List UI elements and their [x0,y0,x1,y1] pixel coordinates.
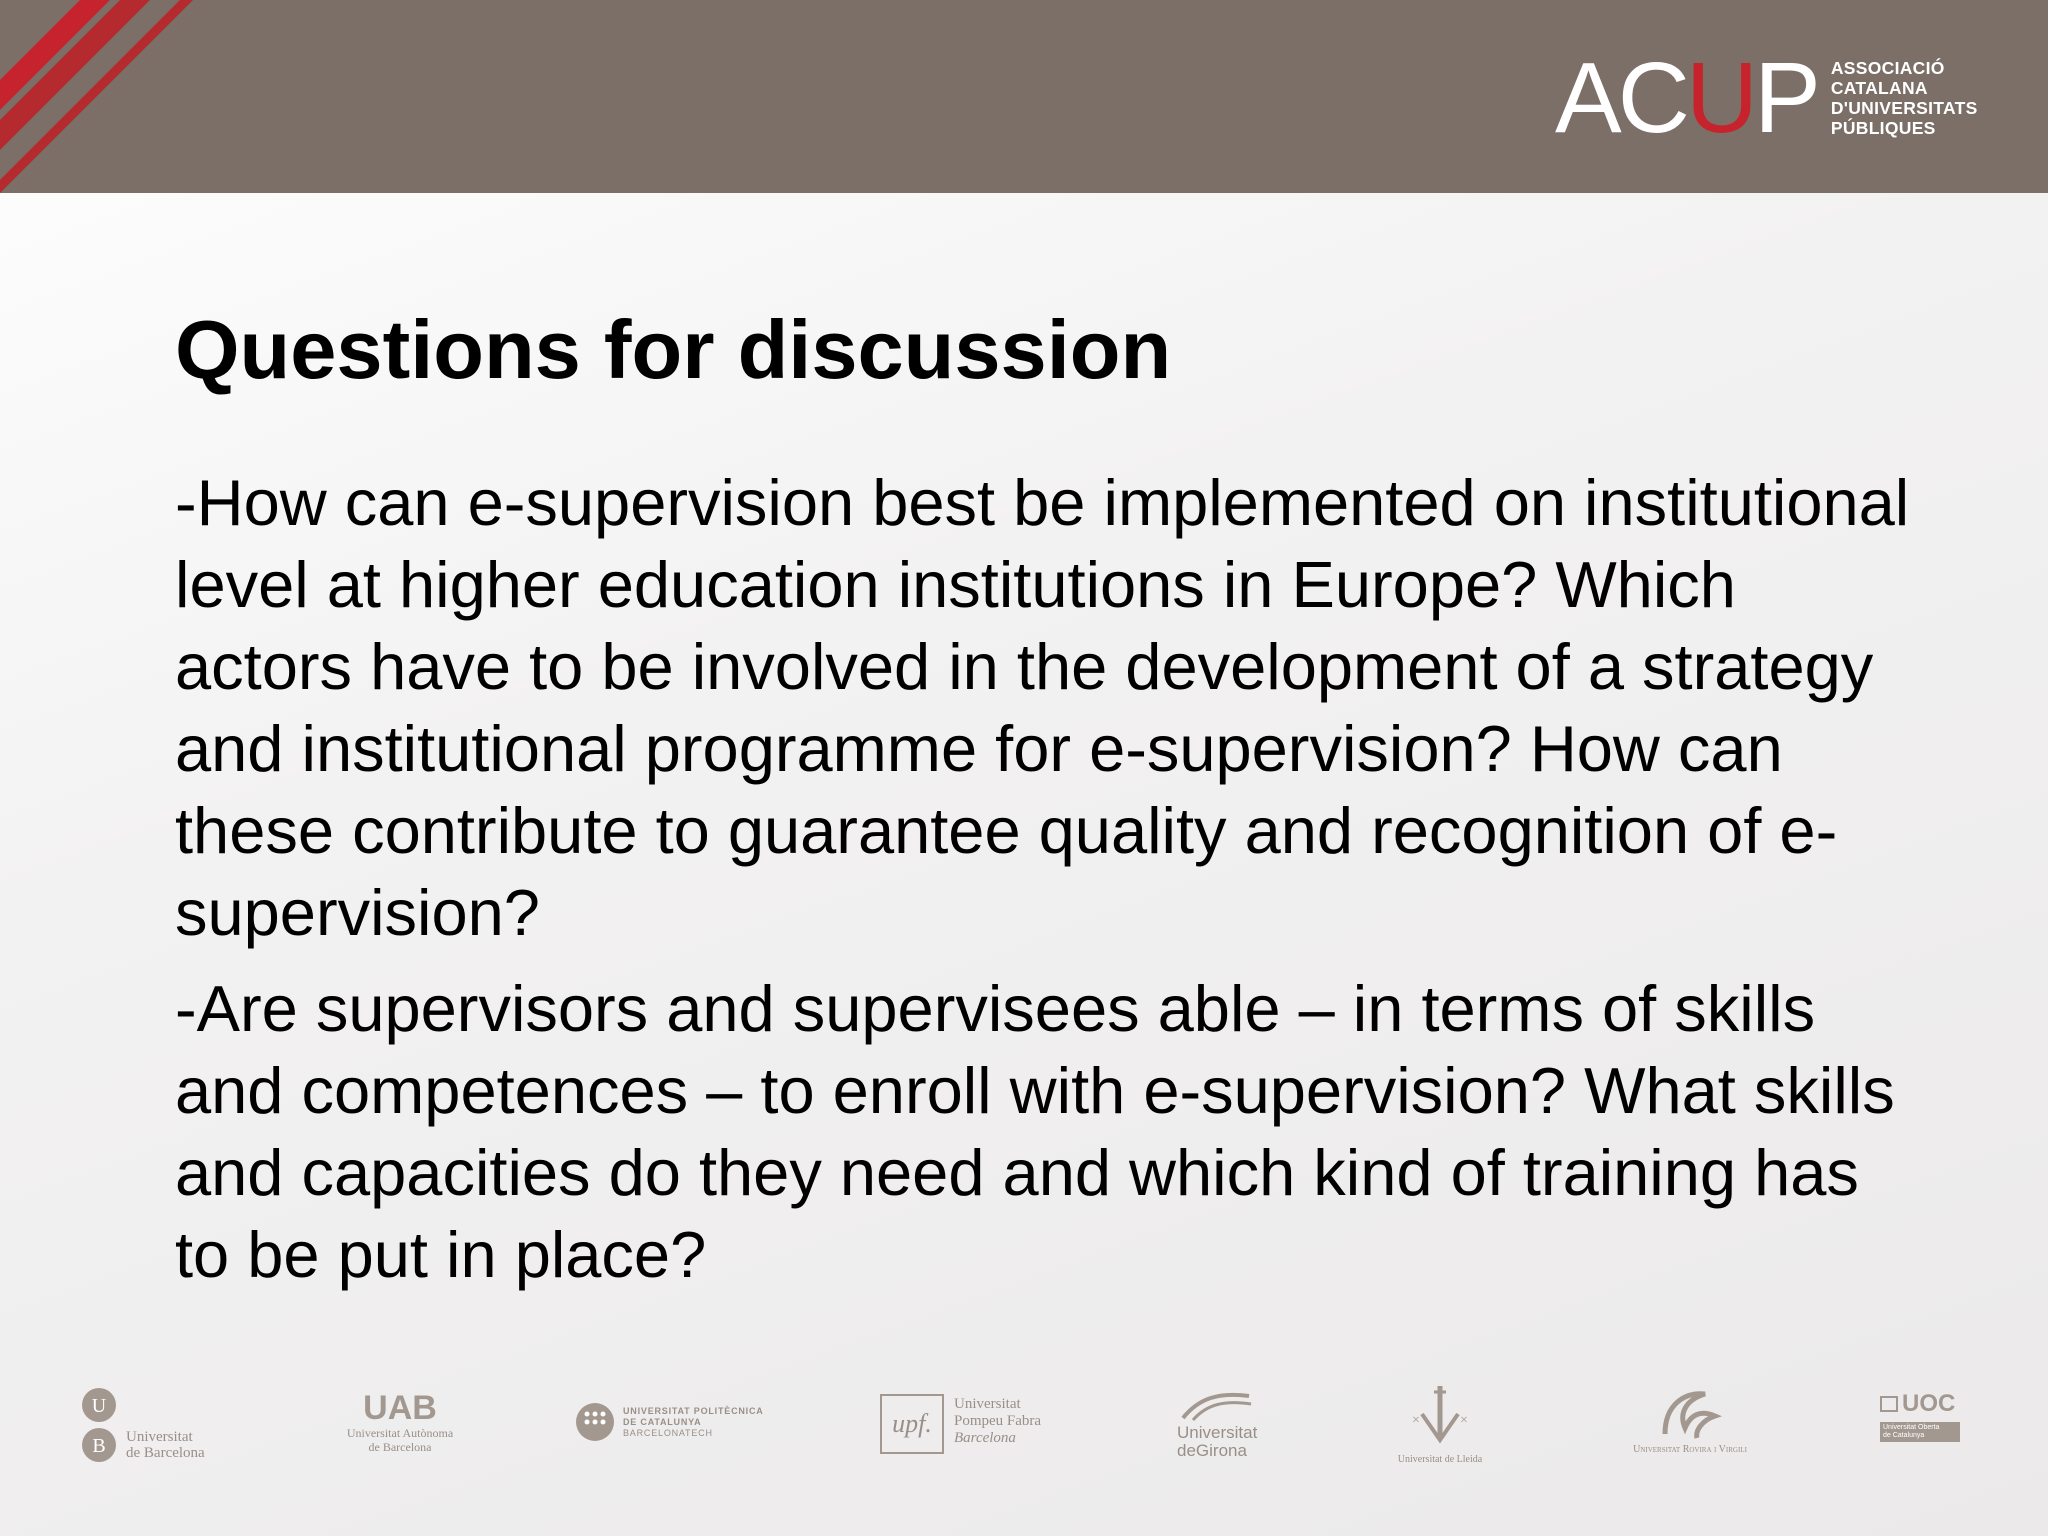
question-1: -How can e-supervision best be implemented on institutional level at higher education institutions in Europe? Which actors have to be involved in the development of a strategy and institutional programme for e-supervision? How can these contribute to guarantee quality and recognition of e-supervision? [175,466,1910,949]
upf-logo: upf. Universitat Pompeu Fabra Barcelona [880,1394,1080,1454]
svg-text:×: × [1460,1413,1468,1428]
acup-logo-mark: AC U P [1555,42,1817,154]
slide-title: Questions for discussion [175,303,1172,396]
ub-logo: U B Universitat de Barcelona [80,1385,230,1465]
svg-text:B: B [92,1435,106,1457]
svg-text:×: × [1412,1413,1420,1428]
acup-logo [1555,42,1978,154]
upc-logo: UNIVERSITAT POLITÈCNICA DE CATALUNYA BARCELONATECH [575,1402,775,1446]
question-2: -Are supervisors and supervisees able – in terms of skills and competences – to enroll with e-supervision? What skills and capacities do they need and which kind of training has to be put in place? [175,972,1895,1291]
svg-text:U: U [91,1395,107,1417]
decorative-stripes [0,0,200,193]
header-bar [0,0,2048,193]
acup-logo-text: ASSOCIACIÓ CATALANA D'UNIVERSITATS PÚBLIQUES [1830,58,1978,138]
udl-logo: × × Universitat de Lleida [1397,1413,1483,1465]
slide-content [175,300,1925,1296]
university-logos [0,1380,2048,1490]
uab-logo: UAB Universitat Autònoma de Barcelona [346,1389,454,1454]
udg-logo: Universitat deGirona [1175,1388,1275,1468]
urv-logo: Universitat Rovira i Virgili [1610,1384,1770,1474]
uoc-logo: UOC Universitat Oberta de Catalunya [1880,1390,1970,1470]
